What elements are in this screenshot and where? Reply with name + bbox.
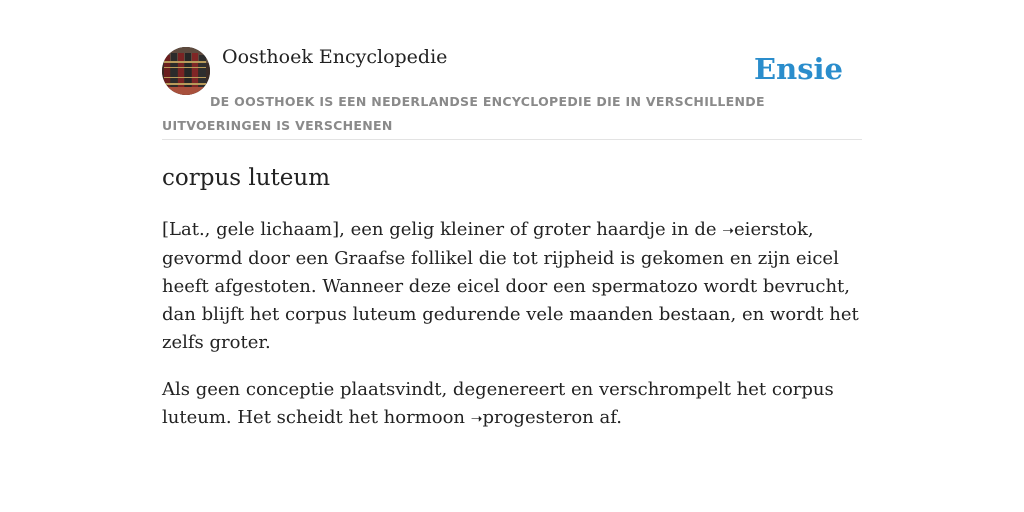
xref-label-progesteron: progesteron [482, 407, 594, 428]
site-title[interactable]: Oosthoek Encyclopedie [222, 46, 448, 68]
arrow-right-icon: ➝ [470, 411, 483, 427]
xref-label-eierstok: eierstok [734, 219, 808, 240]
header-divider [162, 139, 862, 140]
site-subtitle: DE OOSTHOEK IS EEN NEDERLANDSE ENCYCLOPEDIE DIE IN VERSCHILLENDE UITVOERINGEN IS VERSCHENEN [162, 94, 765, 133]
paragraph-2-text-a: Als geen conceptie plaatsvindt, degenereert en verschrompelt het corpus luteum. Het scheidt het hormoon [162, 379, 834, 428]
entry-body [162, 216, 862, 452]
paragraph-2-text-b: af. [593, 407, 622, 428]
entry-paragraph-1 [162, 216, 862, 357]
arrow-right-icon: ➝ [722, 223, 735, 239]
xref-link-eierstok[interactable] [722, 219, 808, 240]
brand-logo-link[interactable]: Ensie [754, 52, 843, 86]
xref-link-progesteron[interactable] [471, 407, 594, 428]
entry-title: corpus luteum [162, 165, 331, 191]
entry-paragraph-2 [162, 376, 862, 433]
paragraph-1-text-a: [Lat., gele lichaam], een gelig kleiner of groter haardje in de [162, 219, 723, 240]
paragraph-1-text-b: , gevormd door een Graafse follikel die tot rijpheid is gekomen en zijn eicel heeft afgestoten. Wanneer deze eicel door een spermatozo wordt bevrucht, dan blijft het corpus luteum gedurende vele maanden bestaan, en wordt het zelfs groter. [162, 219, 859, 353]
book-spines-icon [162, 47, 210, 95]
avatar[interactable] [162, 47, 210, 95]
